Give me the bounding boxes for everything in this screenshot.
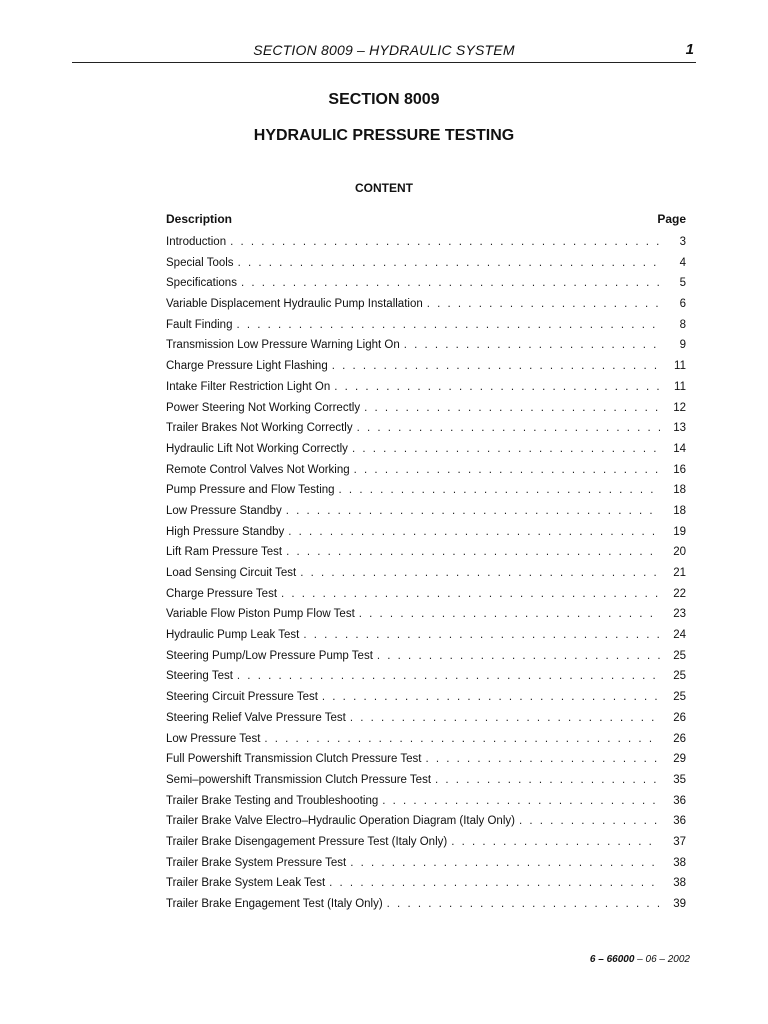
toc-entry: [166, 522, 686, 543]
toc-entry-label: Semi–powershift Transmission Clutch Pressure Test: [166, 773, 432, 786]
footer-date: – 06 – 2002: [634, 954, 690, 965]
toc-entry-label: Trailer Brake Disengagement Pressure Test (Italy Only): [166, 835, 448, 848]
toc-entry: [166, 398, 686, 419]
toc-entry-label: Trailer Brake Engagement Test (Italy Only): [166, 898, 383, 910]
toc-entry-label: Transmission Low Pressure Warning Light On: [166, 339, 400, 352]
toc-entry-page: 36: [673, 794, 686, 807]
toc-dot-leader: [334, 377, 660, 398]
toc-entry-page: 6: [679, 298, 686, 311]
toc-entry-label: Steering Test: [166, 670, 233, 683]
toc-entry-label: Charge Pressure Test: [166, 587, 278, 600]
toc-dot-leader: [364, 398, 660, 419]
toc-entry: [166, 418, 686, 439]
toc-entry-page: 25: [673, 670, 686, 683]
toc-entry-page: 37: [673, 835, 686, 848]
toc-entry-page: 20: [673, 546, 686, 559]
toc-dot-leader: [354, 460, 660, 481]
toc-entry-label: High Pressure Standby: [166, 525, 285, 538]
toc-entry-page: 38: [673, 856, 686, 869]
toc-entry-label: Hydraulic Pump Leak Test: [166, 629, 300, 642]
toc-entry-page: 18: [673, 504, 686, 517]
section-title: SECTION 8009: [328, 91, 440, 108]
toc-entry: [166, 873, 686, 894]
toc-entry-page: 25: [673, 691, 686, 704]
toc-entry-label: Lift Ram Pressure Test: [166, 546, 283, 559]
toc-dot-leader: [387, 894, 660, 915]
toc-entry-page: 25: [673, 649, 686, 662]
toc-entry-page: 5: [679, 277, 686, 290]
toc-description-header: Description: [166, 212, 233, 226]
toc-entry-label: Steering Relief Valve Pressure Test: [166, 711, 346, 724]
toc-entry-page: 21: [673, 567, 686, 579]
toc-entry: [166, 563, 686, 584]
toc-entry-page: 9: [679, 339, 686, 352]
toc-entry-label: Introduction: [166, 236, 227, 248]
toc-dot-leader: [286, 542, 660, 563]
toc-entry-page: 14: [673, 442, 686, 455]
toc-entry-label: Trailer Brake Valve Electro–Hydraulic Operation Diagram (Italy Only): [166, 815, 515, 828]
toc-entry-page: 35: [673, 773, 686, 786]
toc-entry-label: Intake Filter Restriction Light On: [166, 380, 331, 393]
toc-dot-leader: [329, 873, 660, 894]
toc-entries: [166, 232, 686, 915]
toc-dot-leader: [322, 687, 660, 708]
toc-entry: [166, 791, 686, 812]
toc-dot-leader: [236, 315, 660, 336]
toc-header-row: [166, 212, 686, 232]
page-header: [72, 42, 696, 63]
toc-dot-leader: [230, 232, 660, 253]
toc-entry: [166, 315, 686, 336]
toc-entry: [166, 439, 686, 460]
toc-entry-label: Power Steering Not Working Correctly: [166, 401, 361, 414]
toc-entry: [166, 294, 686, 315]
toc-entry-page: 26: [673, 732, 686, 745]
toc-dot-leader: [352, 439, 660, 460]
toc-dot-leader: [303, 625, 660, 646]
toc-dot-leader: [350, 708, 660, 729]
toc-entry: [166, 894, 686, 915]
toc-dot-leader: [238, 253, 660, 274]
toc-entry-page: 16: [673, 463, 686, 476]
toc-entry-page: 13: [673, 422, 686, 435]
toc-dot-leader: [377, 646, 660, 667]
toc-dot-leader: [519, 811, 660, 832]
toc-page-header: Page: [657, 212, 686, 226]
toc-entry-page: 38: [673, 877, 686, 890]
toc-dot-leader: [300, 563, 660, 584]
toc-entry: [166, 273, 686, 294]
toc-entry-label: Full Powershift Transmission Clutch Pressure Test: [166, 753, 422, 766]
toc-entry: [166, 604, 686, 625]
toc-entry-page: 26: [673, 711, 686, 724]
toc-entry: [166, 584, 686, 605]
page-footer: [590, 954, 690, 965]
toc-dot-leader: [237, 666, 660, 687]
toc-dot-leader: [286, 501, 660, 522]
toc-entry-label: Trailer Brake System Pressure Test: [166, 856, 347, 869]
footer-doc-number: 6 – 66000: [589, 954, 635, 965]
toc-dot-leader: [359, 604, 660, 625]
toc-dot-leader: [404, 335, 660, 356]
toc-entry-label: Trailer Brakes Not Working Correctly: [166, 422, 353, 435]
toc-entry-label: Hydraulic Lift Not Working Correctly: [166, 442, 348, 455]
toc-entry-label: Special Tools: [166, 256, 234, 269]
toc-entry-label: Low Pressure Test: [166, 732, 261, 745]
table-of-contents: [166, 212, 686, 915]
toc-entry-page: 29: [673, 753, 686, 766]
toc-entry: [166, 625, 686, 646]
page-number: 1: [685, 41, 694, 58]
toc-entry: [166, 853, 686, 874]
toc-dot-leader: [264, 729, 660, 750]
toc-entry-label: Low Pressure Standby: [166, 504, 282, 517]
toc-entry-label: Remote Control Valves Not Working: [166, 463, 350, 476]
toc-entry: [166, 832, 686, 853]
toc-entry-page: 3: [679, 236, 686, 248]
toc-entry: [166, 335, 686, 356]
toc-entry-page: 23: [673, 608, 686, 621]
toc-dot-leader: [427, 294, 660, 315]
toc-entry-label: Pump Pressure and Flow Testing: [166, 484, 335, 497]
toc-entry: [166, 708, 686, 729]
toc-dot-leader: [382, 791, 660, 812]
toc-entry-label: Steering Circuit Pressure Test: [166, 691, 318, 704]
content-heading: CONTENT: [355, 181, 413, 195]
toc-entry: [166, 460, 686, 481]
toc-entry-page: 4: [679, 256, 686, 269]
toc-entry-page: 11: [674, 380, 686, 393]
document-title: HYDRAULIC PRESSURE TESTING: [253, 127, 515, 144]
toc-entry-label: Charge Pressure Light Flashing: [166, 360, 328, 373]
toc-entry-page: 12: [673, 401, 686, 414]
toc-dot-leader: [425, 749, 660, 770]
toc-entry-page: 22: [673, 587, 686, 600]
toc-dot-leader: [332, 356, 660, 377]
toc-entry-page: 39: [673, 898, 686, 910]
toc-dot-leader: [281, 584, 660, 605]
toc-entry-label: Load Sensing Circuit Test: [166, 567, 297, 579]
toc-entry: [166, 542, 686, 563]
toc-entry: [166, 749, 686, 770]
toc-entry: [166, 253, 686, 274]
toc-entry: [166, 501, 686, 522]
toc-entry-label: Variable Displacement Hydraulic Pump Installation: [166, 298, 423, 311]
toc-dot-leader: [241, 273, 660, 294]
toc-dot-leader: [350, 853, 660, 874]
toc-dot-leader: [435, 770, 660, 791]
toc-entry: [166, 646, 686, 667]
toc-entry-page: 19: [673, 525, 686, 538]
toc-entry-page: 8: [679, 318, 686, 331]
toc-entry-label: Specifications: [166, 277, 237, 290]
toc-entry: [166, 480, 686, 501]
toc-entry-page: 11: [674, 360, 686, 373]
toc-dot-leader: [451, 832, 660, 853]
toc-entry: [166, 666, 686, 687]
toc-entry: [166, 356, 686, 377]
toc-dot-leader: [339, 480, 660, 501]
toc-entry-label: Trailer Brake Testing and Troubleshooting: [166, 794, 379, 807]
toc-entry: [166, 729, 686, 750]
toc-entry-label: Variable Flow Piston Pump Flow Test: [166, 608, 355, 621]
toc-entry: [166, 232, 686, 253]
toc-entry-label: Steering Pump/Low Pressure Pump Test: [166, 649, 373, 662]
toc-dot-leader: [357, 418, 660, 439]
toc-entry: [166, 687, 686, 708]
toc-dot-leader: [288, 522, 660, 543]
header-title: SECTION 8009 – HYDRAULIC SYSTEM: [253, 42, 515, 58]
toc-entry-label: Trailer Brake System Leak Test: [166, 877, 326, 890]
toc-entry: [166, 770, 686, 791]
toc-entry: [166, 377, 686, 398]
toc-entry: [166, 811, 686, 832]
toc-entry-page: 36: [673, 815, 686, 828]
toc-entry-page: 18: [673, 484, 686, 497]
toc-entry-page: 24: [673, 629, 686, 642]
toc-entry-label: Fault Finding: [166, 318, 233, 331]
